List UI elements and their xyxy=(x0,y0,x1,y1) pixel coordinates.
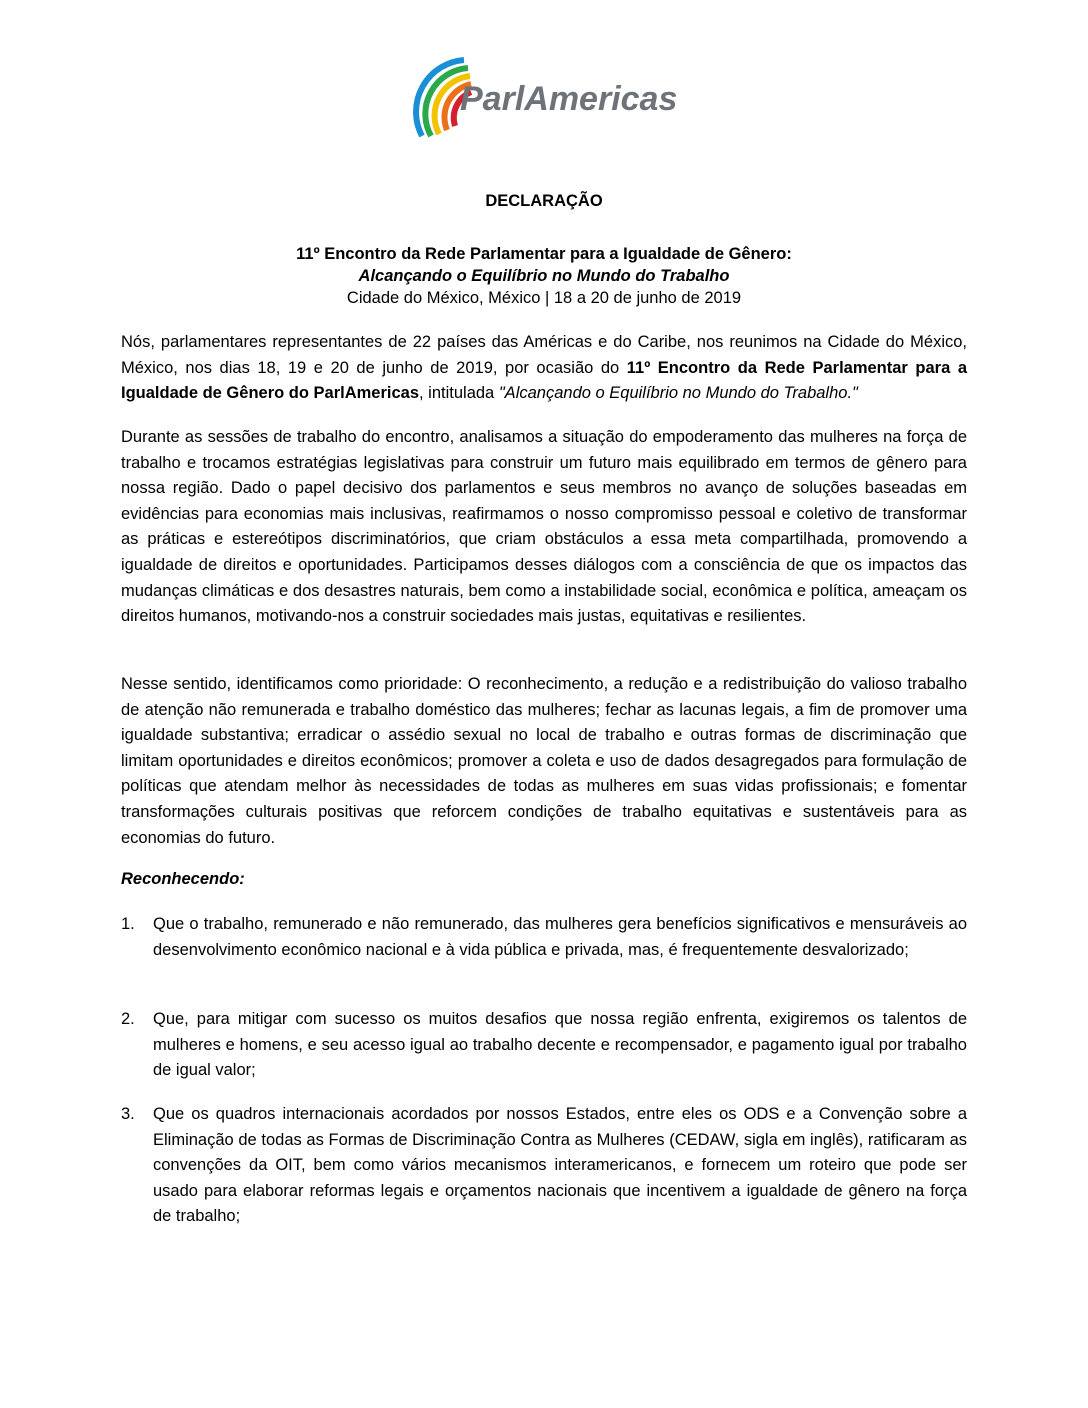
list-item xyxy=(121,1102,967,1230)
list-item-number: 3. xyxy=(121,1105,135,1123)
event-title: 11º Encontro da Rede Parlamentar para a Igualdade de Gênero: xyxy=(296,245,792,263)
list-item xyxy=(121,912,967,963)
list-item-number: 2. xyxy=(121,1010,135,1028)
list-item-text: Que os quadros internacionais acordados por nossos Estados, entre eles os ODS e a Convenção sobre a Eliminação de todas as Formas de Discriminação Contra as Mulheres (CEDAW, sigla em inglês), ratificaram as convenções da OIT, bem como vários mecanismos interamericanos, e fornecem um roteiro que pode ser usado para elaborar reformas legais e orçamentos nacionais que incentivem a igualdade de gênero na força de trabalho; xyxy=(153,1105,967,1226)
list-item-text: Que, para mitigar com sucesso os muitos desafios que nossa região enfrenta, exigiremos os talentos de mulheres e homens, e seu acesso igual ao trabalho decente e recompensador, e pagamento igual por trabalho de igual valor; xyxy=(153,1010,967,1080)
intro-text-2: , intitulada xyxy=(419,384,499,403)
event-location-date: Cidade do México, México | 18 a 20 de junho de 2019 xyxy=(346,289,742,307)
intro-italic-theme: "Alcançando o Equilíbrio no Mundo do Trabalho." xyxy=(498,384,858,403)
event-theme: Alcançando o Equilíbrio no Mundo do Trabalho xyxy=(358,267,730,285)
list-item xyxy=(121,1007,967,1084)
intro-bold-event: 11º Encontro da Rede Parlamentar para a Igualdade de Gênero do ParlAmericas xyxy=(121,358,967,403)
sessions-paragraph: Durante as sessões de trabalho do encontro, analisamos a situação do empoderamento das mulheres na força de trabalho e trocamos estratégias legislativas para construir um futuro mais equilibrado em termos de gênero para nossa região. Dado o papel decisivo dos parlamentos e seus membros no avanço de soluções baseadas em evidências para economias mais inclusivas, reafirmamos o nosso compromisso pessoal e coletivo de transformar as práticas e estereótipos discriminatórios, que criam obstáculos a essa meta compartilhada, promovendo a igualdade de direitos e oportunidades. Participamos desses diálogos com a consciência de que os impactos das mudanças climáticas e dos desastres naturais, bem como a instabilidade social, econômica e política, ameaçam os direitos humanos, motivando-nos a construir sociedades mais justas, equitativas e resilientes. xyxy=(121,428,967,626)
parlamericas-logo xyxy=(398,52,718,140)
svg-text:ParlAmericas: ParlAmericas xyxy=(460,80,678,118)
list-item-text: Que o trabalho, remunerado e não remunerado, das mulheres gera benefícios significativos e mensuráveis ao desenvolvimento econômico nacional e à vida pública e privada, mas, é frequentemente desvalorizado; xyxy=(153,915,967,959)
intro-paragraph xyxy=(121,330,967,407)
document-title: DECLARAÇÃO xyxy=(485,192,603,210)
priorities-paragraph: Nesse sentido, identificamos como prioridade: O reconhecimento, a redução e a redistribuição do valioso trabalho de atenção não remunerada e trabalho doméstico das mulheres; fechar as lacunas legais, a fim de promover uma igualdade substantiva; erradicar o assédio sexual no local de trabalho e outras formas de discriminação que limitam oportunidades e direitos econômicos; promover a coleta e uso de dados desagregados para formulação de políticas que atendam melhor às necessidades de todas as mulheres em suas vidas profissionais; e fomentar transformações culturais positivas que reforcem condições de trabalho equitativas e sustentáveis para as economias do futuro. xyxy=(121,675,967,847)
reconhecendo-heading: Reconhecendo: xyxy=(121,870,245,888)
intro-text-1: Nós, parlamentares representantes de 22 países das Américas e do Caribe, nos reunimos na Cidade do México, México, nos dias 18, 19 e 20 de junho de 2019, por ocasião do xyxy=(121,333,967,377)
list-item-number: 1. xyxy=(121,915,135,933)
parlamericas-logo-graphic xyxy=(398,52,718,140)
